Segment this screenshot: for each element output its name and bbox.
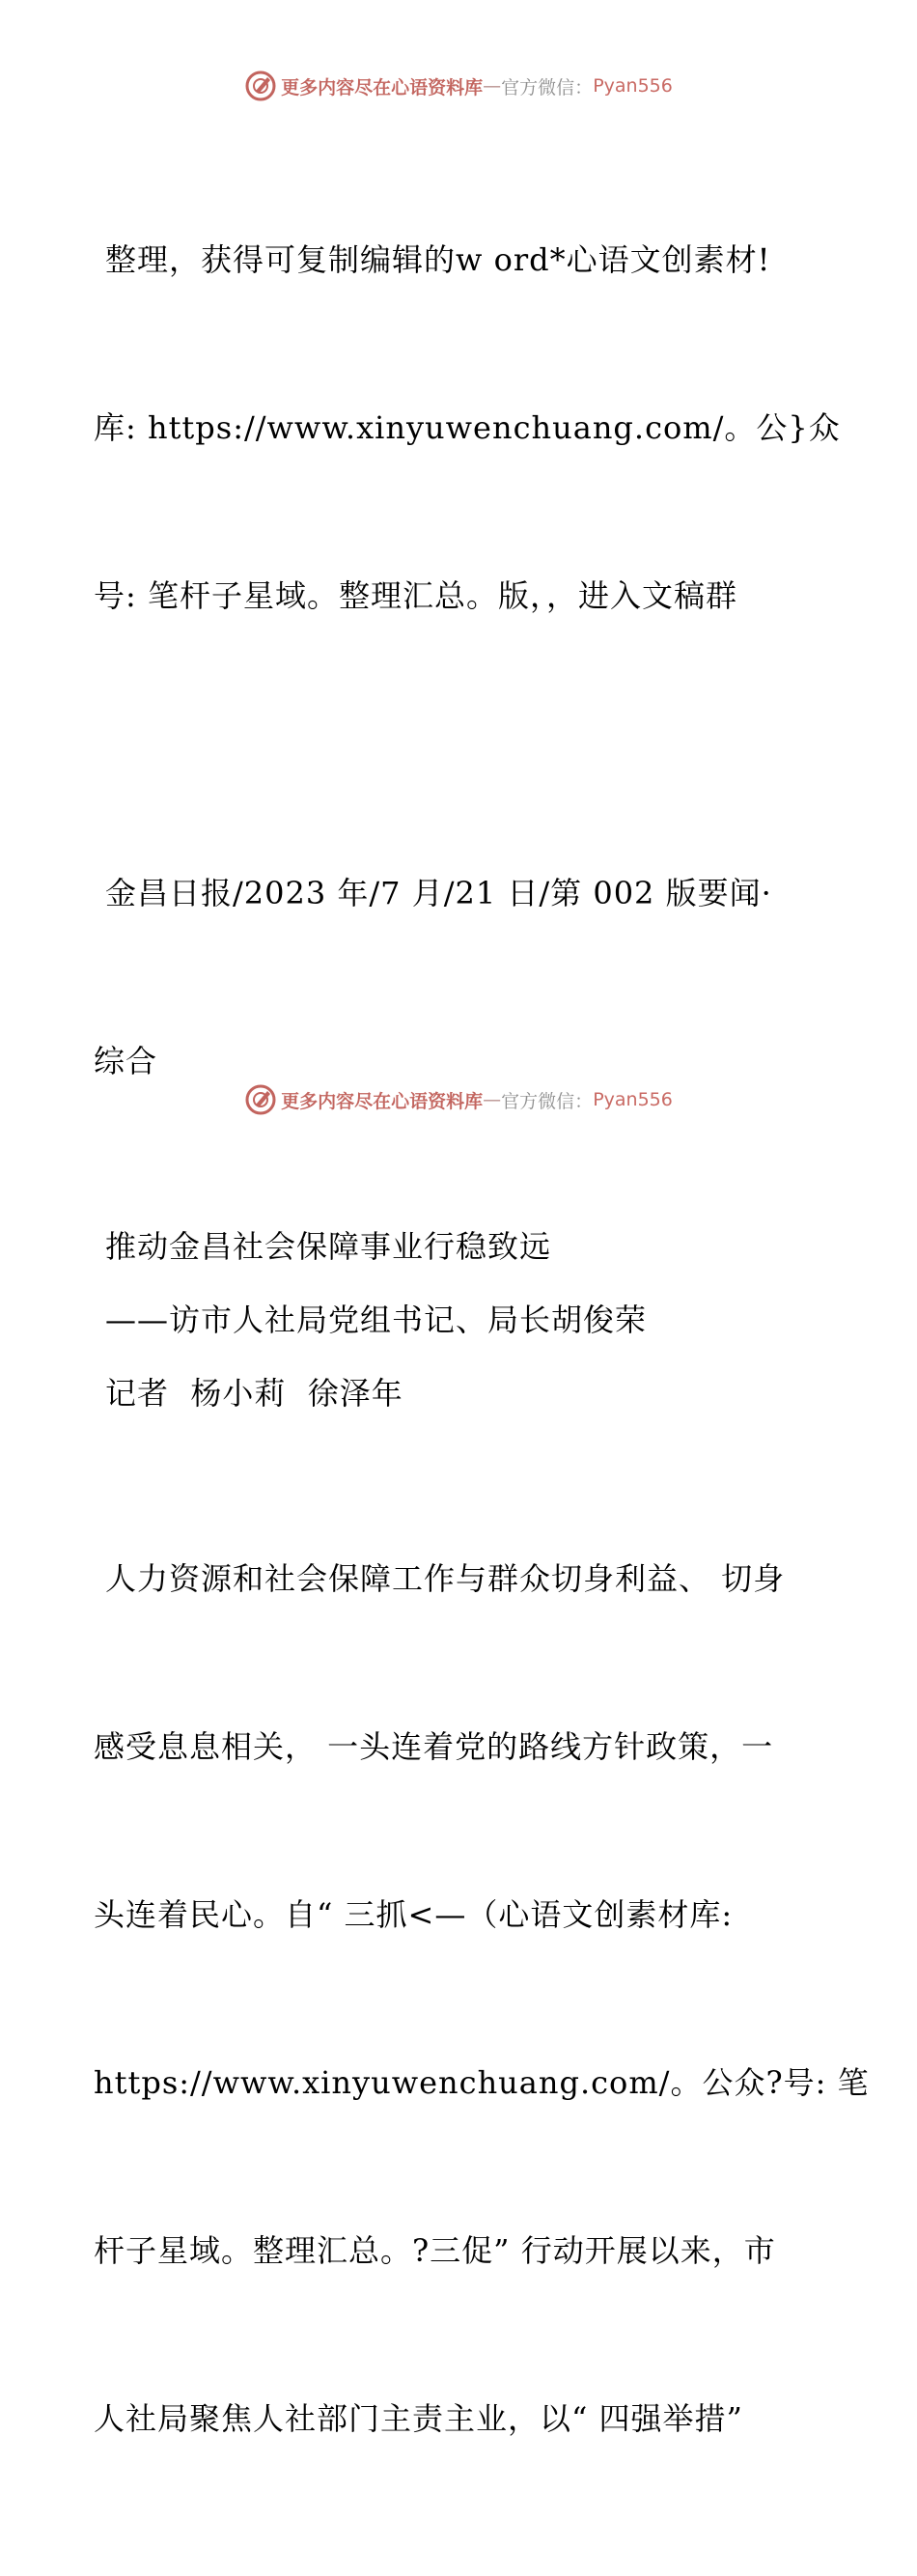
watermark-wechat-id: Pyan556 [593, 75, 673, 97]
headline: 推动金昌社会保障事业行稳致远 [105, 1228, 552, 1265]
watermark-dash: — [483, 1089, 502, 1110]
intro-line: 库: https://www.xinyuwenchuang.com/。公}众 [94, 409, 841, 446]
body-line: 杆子星域。整理汇总。?三促” 行动开展以来，市 [94, 2232, 776, 2269]
brand-logo-icon [244, 1083, 277, 1116]
body-line: 头连着民心。自“ 三抓<—（心语文创素材库: [94, 1896, 734, 1933]
body-line: 感受息息相关， 一头连着党的路线方针政策，一 [94, 1728, 774, 1765]
header-watermark [0, 70, 917, 102]
watermark-main-text: 更多内容尽在心语资料库 [281, 1090, 484, 1112]
source-line: 金昌日报/2023 年/7 月/21 日/第 002 版要闻· [105, 875, 772, 911]
footer-watermark [0, 1083, 917, 1116]
intro-paragraph [94, 120, 841, 736]
source-line: 综合 [94, 1043, 158, 1079]
brand-logo-icon [244, 70, 277, 102]
watermark-main-text: 更多内容尽在心语资料库 [281, 76, 484, 98]
intro-line: 号: 笔杆子星域。整理汇总。版，，进入文稿群 [94, 577, 737, 614]
intro-line: 整理，获得可复制编辑的w ord*心语文创素材! [105, 241, 771, 278]
watermark-dash: — [483, 75, 502, 97]
subheadline: ——访市人社局党组书记、局长胡俊荣 [105, 1302, 648, 1338]
body-line: 人力资源和社会保障工作与群众切身利益、 切身 [105, 1560, 786, 1597]
watermark-wechat-id: Pyan556 [593, 1089, 673, 1110]
body-line: 人社局聚焦人社部门主责主业，以“ 四强举措” [94, 2400, 743, 2437]
document-body [94, 120, 870, 2576]
watermark-wechat-label: 官方微信： [501, 1090, 594, 1112]
body-paragraph [94, 1439, 870, 2559]
watermark-wechat-label: 官方微信： [501, 76, 594, 98]
byline: 记者 杨小莉 徐泽年 [105, 1375, 403, 1412]
body-line: https://www.xinyuwenchuang.com/。公众?号: 笔 [94, 2064, 870, 2101]
source-paragraph [94, 753, 827, 1201]
